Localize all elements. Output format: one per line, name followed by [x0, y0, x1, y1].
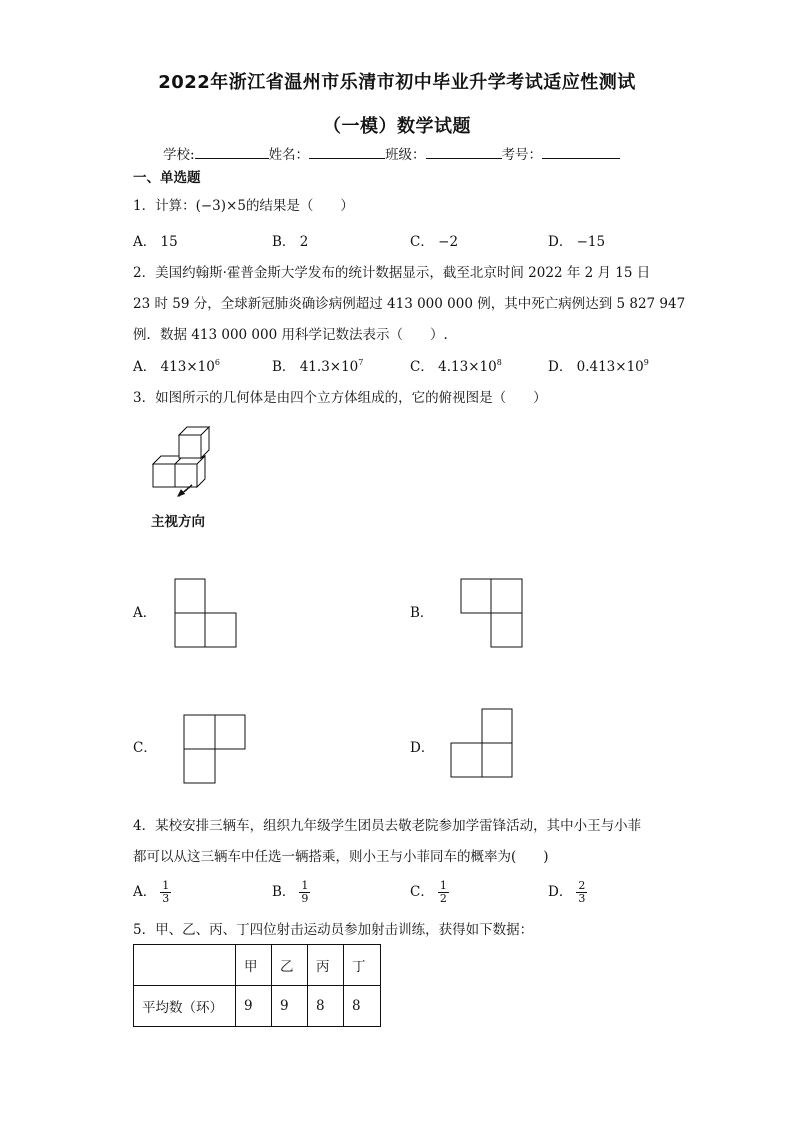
- table-header-cell: [134, 945, 236, 986]
- q2-line-2: 23 时 59 分，全球新冠肺炎确诊病例超过 413 000 000 例，其中死亡病例达到 5 827 947: [133, 296, 686, 312]
- q4-line-2: 都可以从这三辆车中任选一辆搭乘，则小王与小菲同车的概率为( ): [133, 849, 549, 865]
- q1-option-b: B． 2: [272, 234, 309, 250]
- q4-line-1: 4．某校安排三辆车，组织九年级学生团员去敬老院参加学雷锋活动，其中小王与小菲: [133, 818, 642, 834]
- class-label: 班级：: [385, 147, 426, 163]
- q1-prefix: 1．计算：: [133, 198, 196, 214]
- school-label: 学校:: [163, 147, 195, 163]
- q2-option-c: C． $4.13\times 10^8$: [410, 358, 502, 375]
- q4-option-d: D． $\frac{2}{3}$: [548, 879, 586, 905]
- exam-title-line2: （一模）数学试题: [323, 116, 471, 137]
- table-header-cell: 丁: [344, 945, 381, 986]
- exam-title-line1: 2022年浙江省温州市乐清市初中毕业升学考试适应性测试: [158, 72, 636, 93]
- table-cell: 8: [308, 986, 344, 1027]
- q2-line-1: 2．美国约翰斯·霍普金斯大学发布的统计数据显示，截至北京时间 2022 年 2 月 15 日: [133, 265, 651, 281]
- q3-option-a-figure: [173, 577, 239, 649]
- table-cell: 平均数（环）: [134, 986, 236, 1027]
- table-header-cell: 丙: [308, 945, 344, 986]
- table-cell: 8: [344, 986, 381, 1027]
- name-label: 姓名：: [268, 147, 310, 163]
- score-table: [133, 944, 381, 1027]
- q1-suffix: 的结果是（ ）: [245, 198, 354, 214]
- q1-option-a: A． 15: [133, 234, 178, 250]
- q2-option-a: A． $413\times 10^6$: [133, 358, 220, 375]
- table-cell: 9: [272, 986, 308, 1027]
- table-header-row: [134, 945, 381, 986]
- q1-expression: (−3)×5: [195, 198, 246, 214]
- q2-option-b: B． $41.3\times 10^7$: [272, 358, 364, 375]
- q3-option-a-label: A．: [133, 605, 157, 621]
- question-1: [133, 196, 354, 216]
- q3-text: 3．如图所示的几何体是由四个立方体组成的，它的俯视图是（ ）: [133, 390, 547, 406]
- q4-option-b: B． $\frac{1}{9}$: [272, 879, 309, 905]
- q4-option-c: C． $\frac{1}{2}$: [410, 879, 447, 905]
- school-blank: [195, 144, 269, 159]
- q1-option-d: D． −15: [548, 234, 606, 250]
- q1-option-c: C． −2: [410, 234, 459, 250]
- cube-stack-figure: [148, 425, 218, 497]
- exam-no-blank: [542, 144, 620, 159]
- q3-option-d-label: D．: [410, 740, 435, 756]
- q5-text: 5．甲、乙、丙、丁四位射击运动员参加射击训练，获得如下数据：: [133, 922, 534, 938]
- q3-option-d-figure: [449, 707, 515, 779]
- table-cell: 9: [236, 986, 272, 1027]
- class-blank: [426, 144, 502, 159]
- q3-option-b-label: B．: [410, 605, 434, 621]
- table-header-cell: 乙: [272, 945, 308, 986]
- q3-option-c-label: C．: [133, 740, 157, 756]
- q3-option-b-figure: [459, 577, 525, 649]
- section-title: 一、单选题: [133, 170, 201, 186]
- q2-line-3: 例．数据 413 000 000 用科学记数法表示（ ）.: [133, 327, 448, 343]
- info-fields-row: [163, 144, 620, 165]
- q4-option-a: A． $\frac{1}{3}$: [133, 879, 170, 905]
- figure-caption: 主视方向: [151, 514, 205, 530]
- q2-option-d: D． $0.413\times 10^9$: [548, 358, 649, 375]
- exam-no-label: 考号：: [501, 147, 543, 163]
- table-header-cell: 甲: [236, 945, 272, 986]
- name-blank: [309, 144, 385, 159]
- table-row: [134, 986, 381, 1027]
- q3-option-c-figure: [182, 713, 248, 785]
